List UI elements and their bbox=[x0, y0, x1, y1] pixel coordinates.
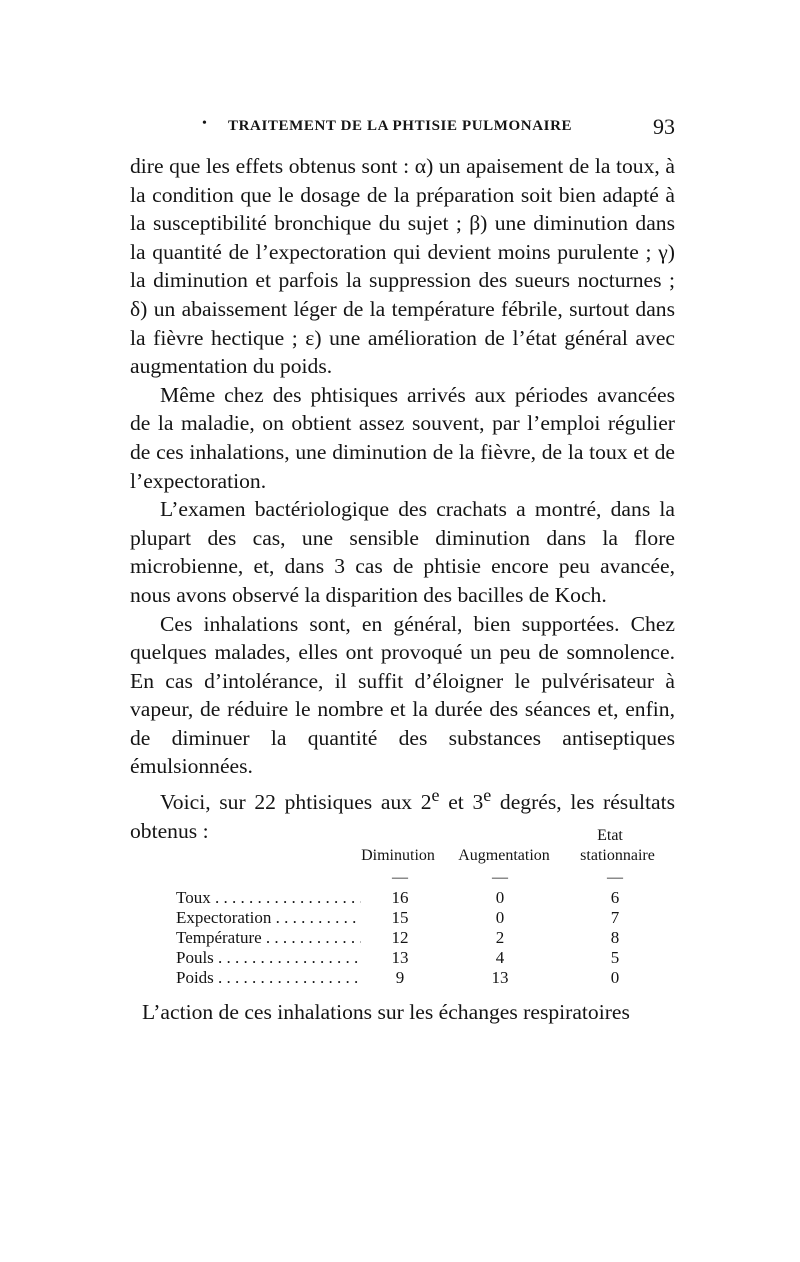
superscript-e-2: e bbox=[483, 785, 492, 806]
body-text bbox=[130, 152, 675, 845]
cell-diminution: 9 bbox=[395, 968, 405, 987]
dash-1: — bbox=[392, 869, 408, 886]
cell-augmentation: 0 bbox=[495, 888, 505, 907]
table-row bbox=[176, 948, 676, 968]
results-intro-part1: Voici, sur 22 phtisiques aux 2 bbox=[160, 790, 432, 815]
superscript-e: e bbox=[431, 785, 440, 806]
col-header-top-3: Etat bbox=[597, 827, 623, 844]
cell-diminution: 12 bbox=[391, 928, 409, 947]
cell-stationnaire: 6 bbox=[610, 888, 620, 907]
cell-diminution: 16 bbox=[391, 888, 409, 907]
row-label: Poids . . . bbox=[176, 968, 361, 988]
table-row bbox=[176, 888, 676, 908]
cell-stationnaire: 8 bbox=[610, 928, 620, 947]
continuation-line: L’action de ces inhalations sur les échanges respiratoires bbox=[142, 1000, 630, 1024]
running-header bbox=[130, 116, 675, 140]
dash-3: — bbox=[607, 869, 623, 886]
cell-diminution: 13 bbox=[391, 948, 409, 967]
cell-augmentation: 4 bbox=[495, 948, 505, 967]
col-header-diminution: Diminution bbox=[361, 847, 435, 864]
running-title: TRAITEMENT DE LA PHTISIE PULMONAIRE bbox=[228, 118, 573, 134]
cell-stationnaire: 0 bbox=[610, 968, 620, 987]
results-table bbox=[130, 824, 675, 994]
col-header-augmentation: Augmentation bbox=[458, 847, 550, 864]
cell-augmentation: 13 bbox=[491, 968, 509, 987]
paragraph-bacteriology: L’examen bactériologique des crachats a montré, dans la plupart des cas, une sensible diminution dans la flore microbienne, et, dans 3 cas de phtisie encore peu avancée, nous avons observé la disparition des bacilles de Koch. bbox=[130, 497, 675, 607]
paragraph-continued: dire que les effets obtenus sont : α) un apaisement de la toux, à la condition que le dosage de la préparation soit bien adapté à la susceptibilité bronchique du sujet ; β) une diminution dans la quantité de l’expectoration qui devient moins purulente ; γ) la diminution et parfois la suppression des sueurs nocturnes ; δ) un abaissement léger de la température fébrile, surtout dans la fièvre hectique ; ε) une amélioration de l’état général avec augmentation du poids. bbox=[130, 154, 675, 379]
cell-stationnaire: 5 bbox=[610, 948, 620, 967]
results-intro-part3: degrés, les résultats obtenus : bbox=[130, 790, 675, 843]
paragraph-advanced-cases: Même chez des phtisiques arrivés aux périodes avancées de la maladie, on obtient assez souvent, par l’emploi régulier de ces inhalations, une diminution de la fièvre, de la toux et de l’expectoration. bbox=[130, 382, 675, 493]
cell-augmentation: 2 bbox=[495, 928, 505, 947]
table-row bbox=[176, 908, 676, 928]
paragraph-tolerance: Ces inhalations sont, en général, bien supportées. Chez quelques malades, elles ont provoqué un peu de somnolence. En cas d’intolérance, il suffit d’éloigner le pulvérisateur à vapeur, de réduire le nombre et la durée des séances et, enfin, de diminuer la quantité des substances antiseptiques émulsionnées. bbox=[130, 611, 675, 779]
dash-2: — bbox=[492, 869, 508, 886]
row-label: Toux . . . bbox=[176, 888, 361, 908]
header-mark: • bbox=[202, 116, 207, 131]
cell-stationnaire: 7 bbox=[610, 908, 620, 927]
table-row bbox=[176, 928, 676, 948]
cell-diminution: 15 bbox=[391, 908, 409, 927]
row-label: Expectoration . . . bbox=[176, 908, 361, 928]
row-label: Pouls . . . bbox=[176, 948, 361, 968]
cell-augmentation: 0 bbox=[495, 908, 505, 927]
page-number: 93 bbox=[653, 114, 675, 139]
col-header-stationnaire: stationnaire bbox=[580, 847, 655, 864]
results-intro-part2: et 3 bbox=[439, 790, 484, 815]
row-label: Température . . . bbox=[176, 928, 361, 948]
table-row bbox=[176, 968, 676, 988]
